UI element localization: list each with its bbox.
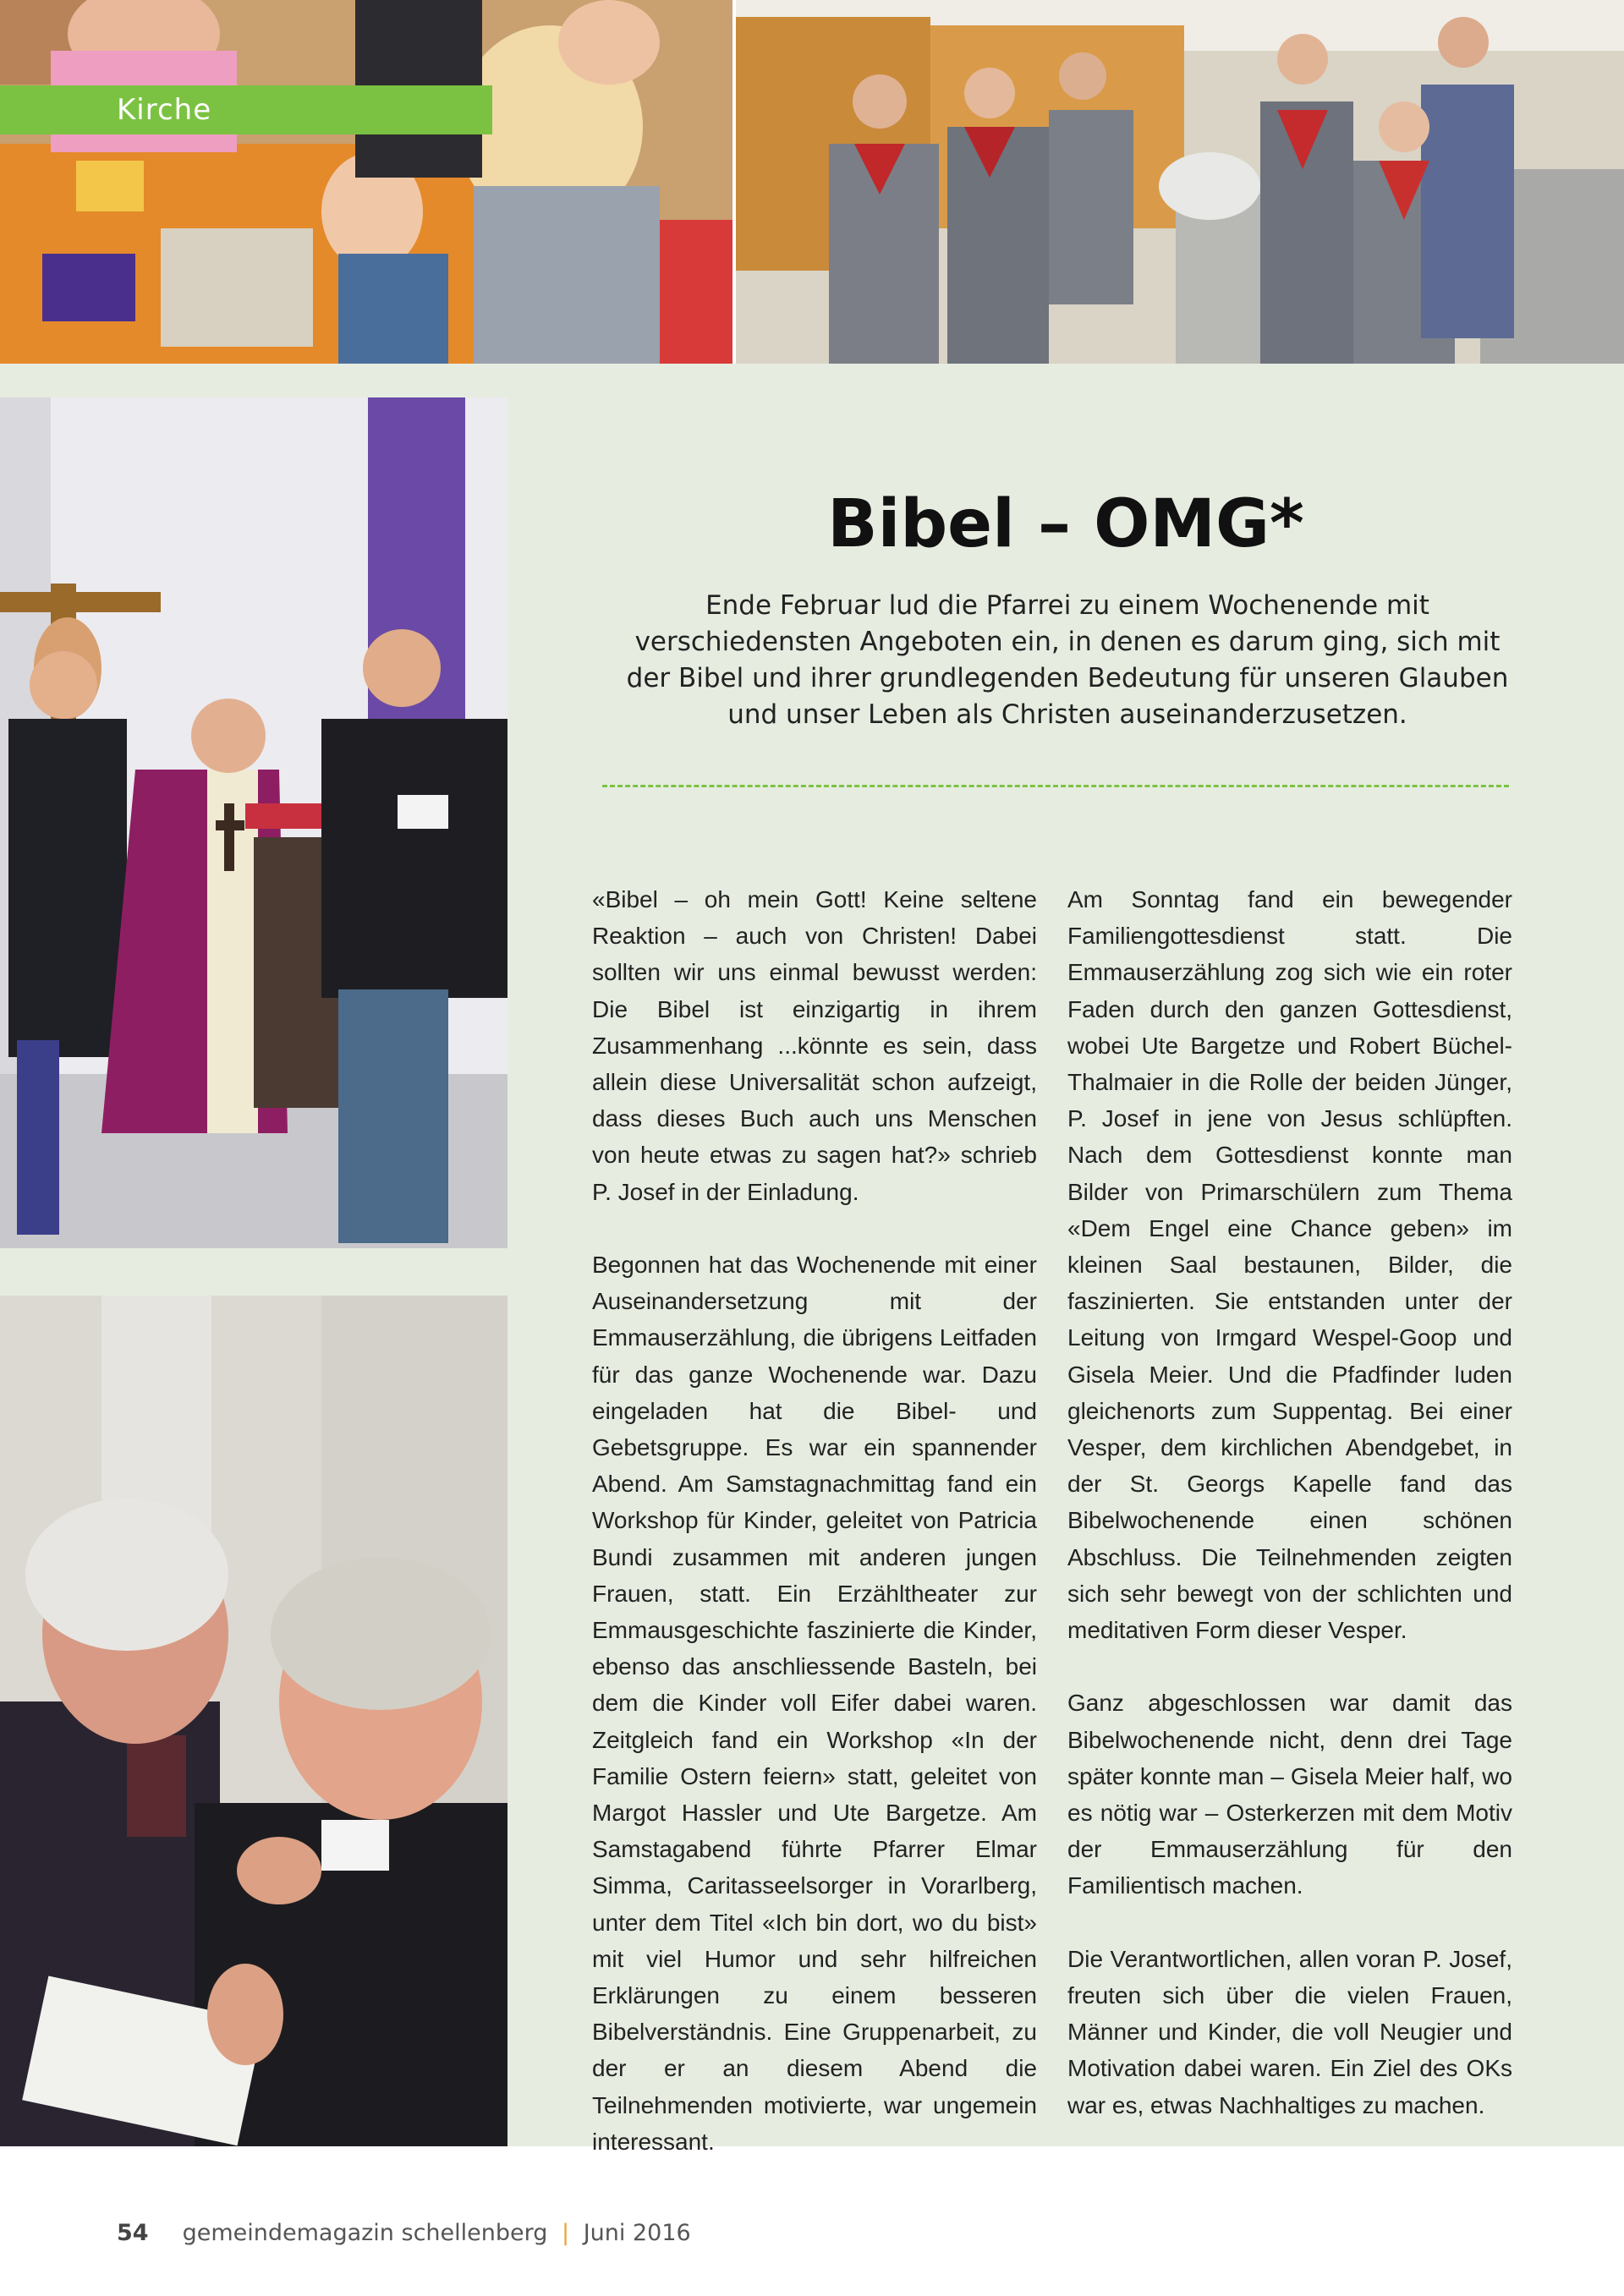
photo-scouts-kitchen — [736, 0, 1624, 364]
article-column-2 — [1067, 881, 1512, 2160]
photo-men-laughing — [0, 1296, 508, 2146]
paragraph: Begonnen hat das Wochenende mit einer Auseinandersetzung mit der Emmauserzählung, die übrigens Leitfaden für das ganze Wochenende war. Dazu eingeladen hat die Bibel- und Gebetsgruppe. Es war ein spannender Abend. Am Samstagnachmittag fand ein Workshop für Kinder, geleitet von Patricia Bundi zusammen mit anderen jungen Frauen, statt. Ein Erzähltheater zur Emmausgeschichte faszinierte die Kinder, ebenso das anschliessende Basteln, bei dem die Kinder voll Eifer dabei waren. Zeitgleich fand ein Workshop «In der Familie Ostern feiern» statt, geleitet von Margot Hassler und Ute Bargetze. Am Samstagabend führte Pfarrer Elmar Simma, Caritasseelsorger in Vorarlberg, unter dem Titel «Ich bin dort, wo du bist» mit viel Humor und sehr hilfreichen Erklärungen zu einem besseren Bibelverständnis. Eine Gruppenarbeit, zu der er an diesem Abend die Teilnehmenden motivierte, war ungemein interessant. — [592, 1252, 1037, 2155]
paragraph: Die Verantwortlichen, allen voran P. Josef, freuten sich über die vielen Frauen, Männer und Kinder, die voll Neugier und Motivation dabei waren. Ein Ziel des OKs war es, etwas Nachhaltiges zu machen. — [1067, 1945, 1512, 2118]
photo-children-crafting — [0, 0, 732, 364]
paragraph: Am Sonntag fand ein bewegender Familiengottesdienst statt. Die Emmauserzählung zog sich wie ein roter Faden durch den ganzen Gottesdienst, wobei Ute Bargetze und Robert Büchel-Thalmaier in die Rolle der beiden Jünger, P. Josef in jene von Jesus schlüpften. Nach dem Gottesdienst konnte man Bilder von Primarschülern zum Thema «Dem Engel eine Chance geben» im kleinen Saal bestaunen, Bilder, die faszinierten. Sie entstanden unter der Leitung von Irmgard Wespel-Goop und Gisela Meier. Und die Pfadfinder luden gleichenorts zum Suppentag. Bei einer Vesper, dem kirchlichen Abendgebet, in der St. Georgs Kapelle fand das Bibelwochenende einen schönen Abschluss. Die Teilnehmenden zeigten sich sehr bewegt von der schlichten und meditativen Form dieser Vesper. — [1067, 886, 1512, 1644]
paragraph: «Bibel – oh mein Gott! Keine seltene Reaktion – auch von Christen! Dabei sollten wir uns einmal bewusst werden: Die Bibel ist einzigartig in ihrem Zusammenhang ...könnte es sein, dass allein diese Universalität schon aufzeigt, dass dieses Buch auch uns Menschen von heute etwas zu sagen hat?» schrieb P. Josef in der Einladung. — [592, 886, 1037, 1205]
issue-date: Juni 2016 — [583, 2219, 691, 2246]
article-lead: Ende Februar lud die Pfarrei zu einem Wochenende mit verschiedensten Angeboten ein, in denen es darum ging, sich mit der Bibel und ihrer grundlegenden Bedeutung für unseren Glauben und unser Leben als Christen auseinanderzusetzen. — [626, 590, 1509, 730]
page-number: 54 — [117, 2219, 149, 2246]
panel-left-strip — [0, 1248, 508, 1296]
section-label: Kirche — [0, 85, 492, 134]
article-column-1 — [592, 881, 1037, 2196]
footer-separator: | — [561, 2219, 570, 2246]
page-footer — [117, 2216, 691, 2249]
photo-altar-service — [0, 397, 508, 1248]
article-title: Bibel – OMG* — [827, 486, 1304, 562]
paragraph: Ganz abgeschlossen war damit das Bibelwochenende nicht, denn drei Tage später konnte man – Gisela Meier half, wo es nötig war – Osterkerzen mit dem Motiv der Emmauserzählung für den Familientisch machen. — [1067, 1690, 1512, 1899]
dashed-divider — [602, 785, 1509, 787]
panel-top-strip — [0, 364, 508, 397]
publication-name: gemeindemagazin schellenberg — [182, 2219, 548, 2246]
footer-publication-line — [183, 2220, 691, 2246]
